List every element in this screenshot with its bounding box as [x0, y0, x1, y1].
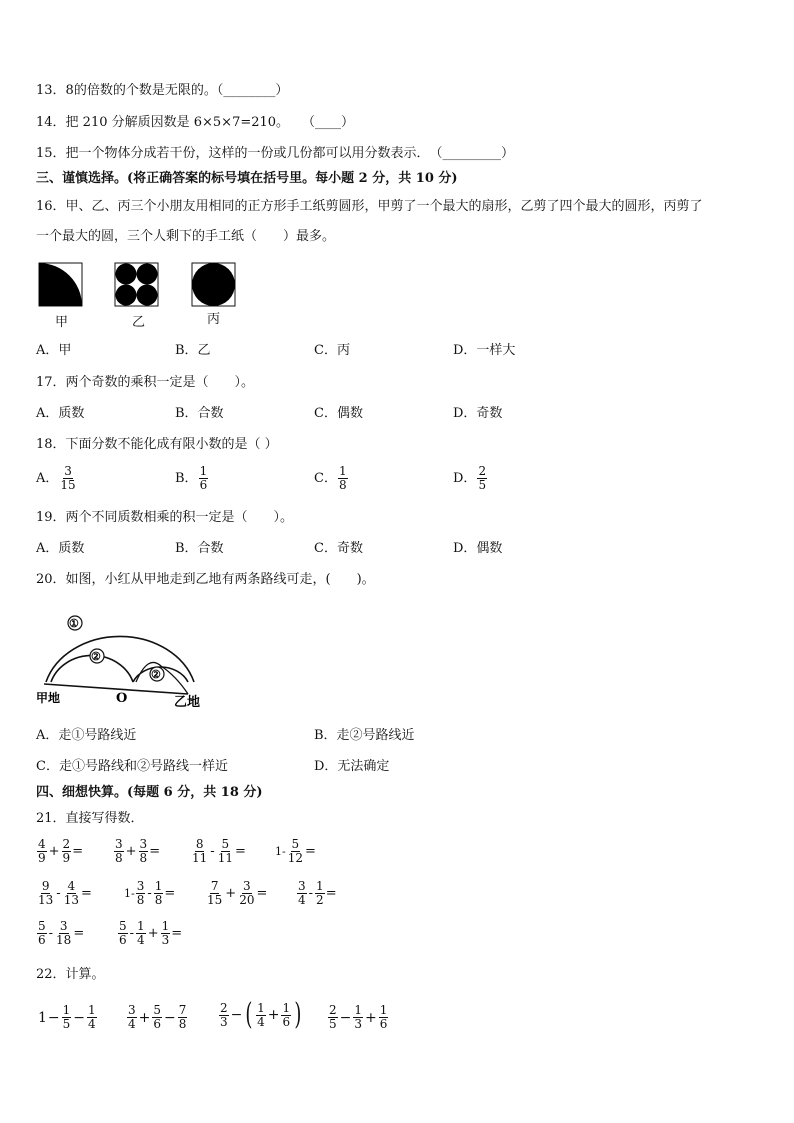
- q16-option-a[interactable]: A．甲: [36, 343, 72, 358]
- q20-option-b[interactable]: B．走②号路线近: [314, 728, 415, 743]
- q16-option-b[interactable]: B．乙: [175, 343, 211, 358]
- q18-option-d-label: D．: [453, 471, 477, 486]
- q16-option-d[interactable]: D．一样大: [453, 343, 516, 358]
- q18-option-a[interactable]: [36, 465, 78, 492]
- section-4-heading: 四、细想快算。(每题 6 分，共 18 分): [36, 785, 263, 800]
- fraction: $\frac{3}{15}$: [60, 464, 76, 492]
- q21-expr-2: $\frac{3}{8}$ + $\frac{3}{8}$ =: [115, 837, 161, 865]
- label-start: 甲地: [36, 691, 61, 705]
- question-18: 18．下面分数不能化成有限小数的是（ ）: [36, 437, 278, 452]
- q18-option-c[interactable]: [314, 465, 349, 492]
- q21-expr-6: 1- $\frac{3}{8}$ - $\frac{1}{8}$ =: [124, 879, 176, 907]
- figure-20-route-diagram: [36, 610, 216, 715]
- q21-expr-3: $\frac{8}{11}$ - $\frac{5}{11}$ =: [192, 837, 246, 865]
- q18-option-b[interactable]: [175, 465, 209, 492]
- label-r2: ②: [91, 650, 101, 663]
- q18-option-c-label: C．: [314, 471, 337, 486]
- q22-expr-2: $\frac{3}{4}$ + $\frac{5}{6}$ − $\frac{7}{8}$: [128, 1003, 187, 1031]
- q17-option-b[interactable]: B．合数: [175, 406, 224, 421]
- caption-jia: 甲: [55, 315, 69, 330]
- question-13: 13．8的倍数的个数是无限的。（________）: [36, 83, 289, 98]
- q18-option-b-label: B．: [175, 471, 198, 486]
- q18-option-a-label: A．: [36, 471, 59, 486]
- q20-option-a[interactable]: A．走①号路线近: [36, 728, 137, 743]
- question-16-line1: 16．甲、乙、丙三个小朋友用相同的正方形手工纸剪圆形，甲剪了一个最大的扇形，乙剪了四个最大的圆形，丙剪了: [36, 199, 703, 214]
- q21-expr-1: $\frac{4}{9}$ + $\frac{2}{9}$ =: [38, 837, 84, 865]
- question-14: 14．把 210 分解质因数是 6×5×7=210。 （____）: [36, 115, 355, 130]
- q21-expr-5: $\frac{9}{13}$ - $\frac{4}{13}$ =: [38, 879, 92, 907]
- figure-16: [38, 262, 238, 312]
- square-yi: [115, 263, 158, 306]
- q22-expr-1: 1 − $\frac{1}{5}$ − $\frac{1}{4}$: [38, 1003, 96, 1031]
- q21-expr-9: $\frac{5}{6}$ - $\frac{3}{18}$ =: [38, 919, 85, 947]
- q22-expr-4: $\frac{2}{5}$ − $\frac{1}{3}$ + $\frac{1}{6}$: [329, 1003, 388, 1031]
- question-15: 15．把一个物体分成若干份，这样的一份或几份都可以用分数表示． （_________）: [36, 146, 515, 161]
- question-21: 21．直接写得数．: [36, 811, 144, 826]
- q21-expr-4: 1- $\frac{5}{12}$ =: [275, 837, 316, 865]
- square-jia: [39, 263, 82, 306]
- square-bing: [192, 263, 235, 306]
- q18-option-d[interactable]: [453, 465, 488, 492]
- q21-expr-8: $\frac{3}{4}$ - $\frac{1}{2}$ =: [298, 879, 337, 907]
- question-20: 20．如图，小红从甲地走到乙地有两条路线可走，( )。: [36, 572, 375, 587]
- q20-option-c[interactable]: C．走①号路线和②号路线一样近: [36, 759, 228, 774]
- q16-option-c[interactable]: C．丙: [314, 343, 350, 358]
- q17-option-a[interactable]: A．质数: [36, 406, 85, 421]
- q19-option-a[interactable]: A．质数: [36, 541, 85, 556]
- label-mid: O: [116, 691, 128, 706]
- q17-option-d[interactable]: D．奇数: [453, 406, 503, 421]
- q19-option-d[interactable]: D．偶数: [453, 541, 503, 556]
- fraction: $\frac{2}{5}$: [478, 464, 487, 492]
- q21-expr-10: $\frac{5}{6}$ - $\frac{1}{4}$ + $\frac{1}{3}$ =: [119, 919, 183, 947]
- q20-option-d[interactable]: D．无法确定: [314, 759, 390, 774]
- question-22: 22．计算。: [36, 967, 105, 982]
- q21-expr-7: $\frac{7}{15}$ + $\frac{3}{20}$ =: [207, 879, 268, 907]
- q22-expr-3: $\frac{2}{3}$ − ( $\frac{1}{4}$ + $\frac{1}{6}$ ): [220, 997, 302, 1032]
- q17-option-c[interactable]: C．偶数: [314, 406, 363, 421]
- fraction: $\frac{1}{6}$: [199, 464, 208, 492]
- label-end: 乙地: [174, 695, 201, 710]
- question-19: 19．两个不同质数相乘的积一定是（ ）。: [36, 510, 294, 525]
- caption-bing: 丙: [207, 312, 221, 327]
- label-r2b: ②: [151, 668, 161, 681]
- question-16-line2: 一个最大的圆，三个人剩下的手工纸（ ）最多。: [36, 229, 336, 244]
- label-r1: ①: [69, 617, 79, 630]
- question-17: 17．两个奇数的乘积一定是（ ）。: [36, 375, 255, 390]
- caption-yi: 乙: [132, 315, 146, 330]
- fraction: $\frac{1}{8}$: [338, 464, 347, 492]
- q19-option-b[interactable]: B．合数: [175, 541, 224, 556]
- q19-option-c[interactable]: C．奇数: [314, 541, 363, 556]
- section-3-heading: 三、谨慎选择。(将正确答案的标号填在括号里。每小题 2 分，共 10 分): [36, 171, 458, 186]
